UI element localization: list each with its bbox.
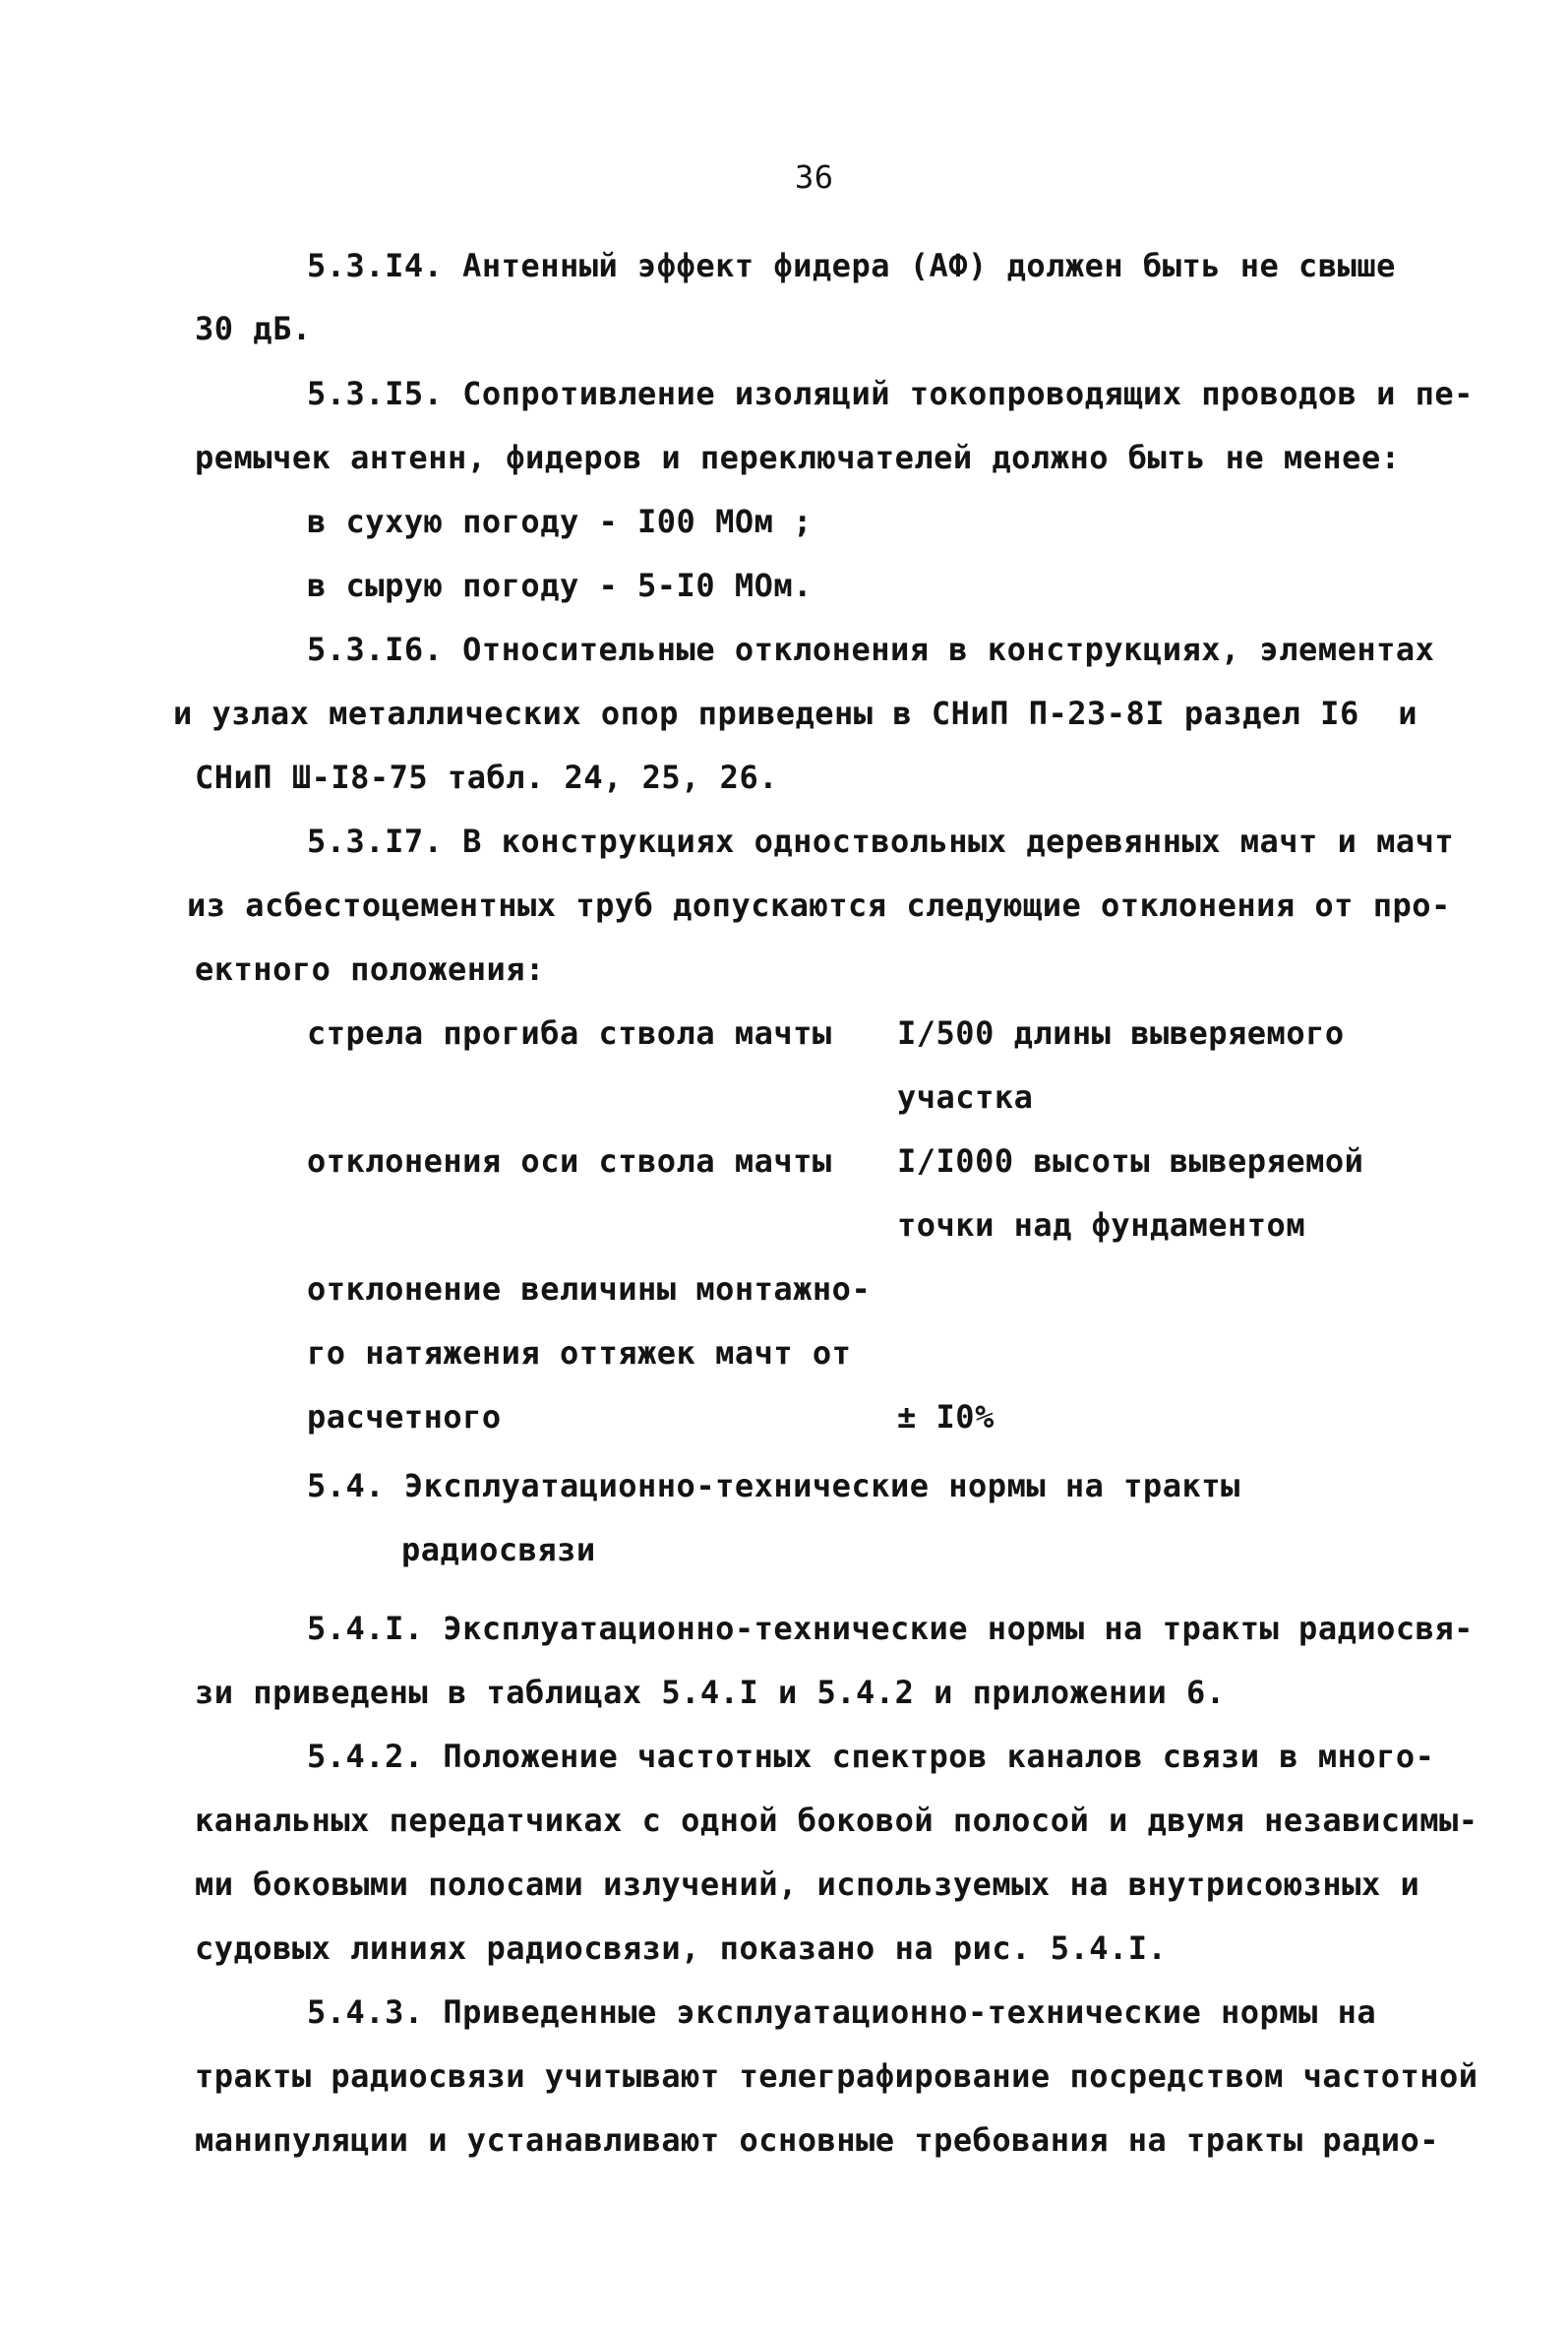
deviation-2-value-line-1: I/I000 высоты выверяемой xyxy=(897,1142,1364,1180)
section-5-4-heading-line-1: 5.4. Эксплуатационно-технические нормы на тракты xyxy=(307,1467,1240,1504)
paragraph-5-3-17-line-1: 5.3.I7. В конструкциях одноствольных деревянных мачт и мачт xyxy=(307,823,1455,860)
deviation-2-label: отклонения оси ствола мачты xyxy=(307,1142,832,1180)
paragraph-5-3-14-line-1: 5.3.I4. Антенный эффект фидера (АФ) должен быть не свыше xyxy=(307,247,1396,284)
paragraph-5-3-15-line-2: ремычек антенн, фидеров и переключателей должно быть не менее: xyxy=(195,439,1401,476)
paragraph-5-4-1-line-2: зи приведены в таблицах 5.4.I и 5.4.2 и приложении 6. xyxy=(195,1674,1226,1711)
paragraph-5-4-2-line-3: ми боковыми полосами излучений, используемых на внутрисоюзных и xyxy=(195,1866,1420,1903)
deviation-1-value-line-2: участка xyxy=(897,1078,1034,1116)
paragraph-5-3-14-line-2: 30 дБ. xyxy=(195,310,312,347)
paragraph-5-4-1-line-1: 5.4.I. Эксплуатационно-технические нормы на тракты радиосвя- xyxy=(307,1610,1474,1647)
paragraph-5-3-16-line-2: и узлах металлических опор приведены в СНиП П-23-8I раздел I6 и xyxy=(173,695,1417,732)
paragraph-5-4-3-line-3: манипуляции и устанавливают основные требования на тракты радио- xyxy=(195,2121,1439,2159)
paragraph-5-3-17-line-3: ектного положения: xyxy=(195,950,545,988)
paragraph-5-4-2-line-4: судовых линиях радиосвязи, показано на рис. 5.4.I. xyxy=(195,1929,1168,1967)
paragraph-5-3-16-line-3: СНиП Ш-I8-75 табл. 24, 25, 26. xyxy=(195,759,778,796)
deviation-2-value-line-2: точки над фундаментом xyxy=(897,1206,1306,1244)
section-5-4-heading-line-2: радиосвязи xyxy=(401,1531,596,1568)
paragraph-5-3-16-line-1: 5.3.I6. Относительные отклонения в конструкциях, элементах xyxy=(307,631,1435,668)
paragraph-5-4-2-line-1: 5.4.2. Положение частотных спектров каналов связи в много- xyxy=(307,1738,1435,1775)
paragraph-5-3-15-line-3: в сухую погоду - I00 МОм ; xyxy=(307,503,813,540)
paragraph-5-4-3-line-2: тракты радиосвязи учитывают телеграфирование посредством частотной xyxy=(195,2057,1478,2095)
deviation-1-label: стрела прогиба ствола мачты xyxy=(307,1014,832,1052)
deviation-3-value: ± I0% xyxy=(897,1398,995,1436)
deviation-1-value-line-1: I/500 длины выверяемого xyxy=(897,1014,1345,1052)
deviation-3-label-line-3: расчетного xyxy=(307,1398,502,1436)
paragraph-5-4-3-line-1: 5.4.3. Приведенные эксплуатационно-технические нормы на xyxy=(307,1993,1377,2031)
paragraph-5-3-17-line-2: из асбестоцементных труб допускаются следующие отклонения от про- xyxy=(187,887,1451,924)
deviation-3-label-line-1: отклонение величины монтажно- xyxy=(307,1270,872,1308)
page-number: 36 xyxy=(795,158,834,196)
paragraph-5-3-15-line-1: 5.3.I5. Сопротивление изоляций токопроводящих проводов и пе- xyxy=(307,375,1474,412)
paragraph-5-3-15-line-4: в сырую погоду - 5-I0 МОм. xyxy=(307,567,813,604)
paragraph-5-4-2-line-2: канальных передатчиках с одной боковой полосой и двумя независимы- xyxy=(195,1802,1478,1839)
deviation-3-label-line-2: го натяжения оттяжек мачт от xyxy=(307,1334,852,1372)
